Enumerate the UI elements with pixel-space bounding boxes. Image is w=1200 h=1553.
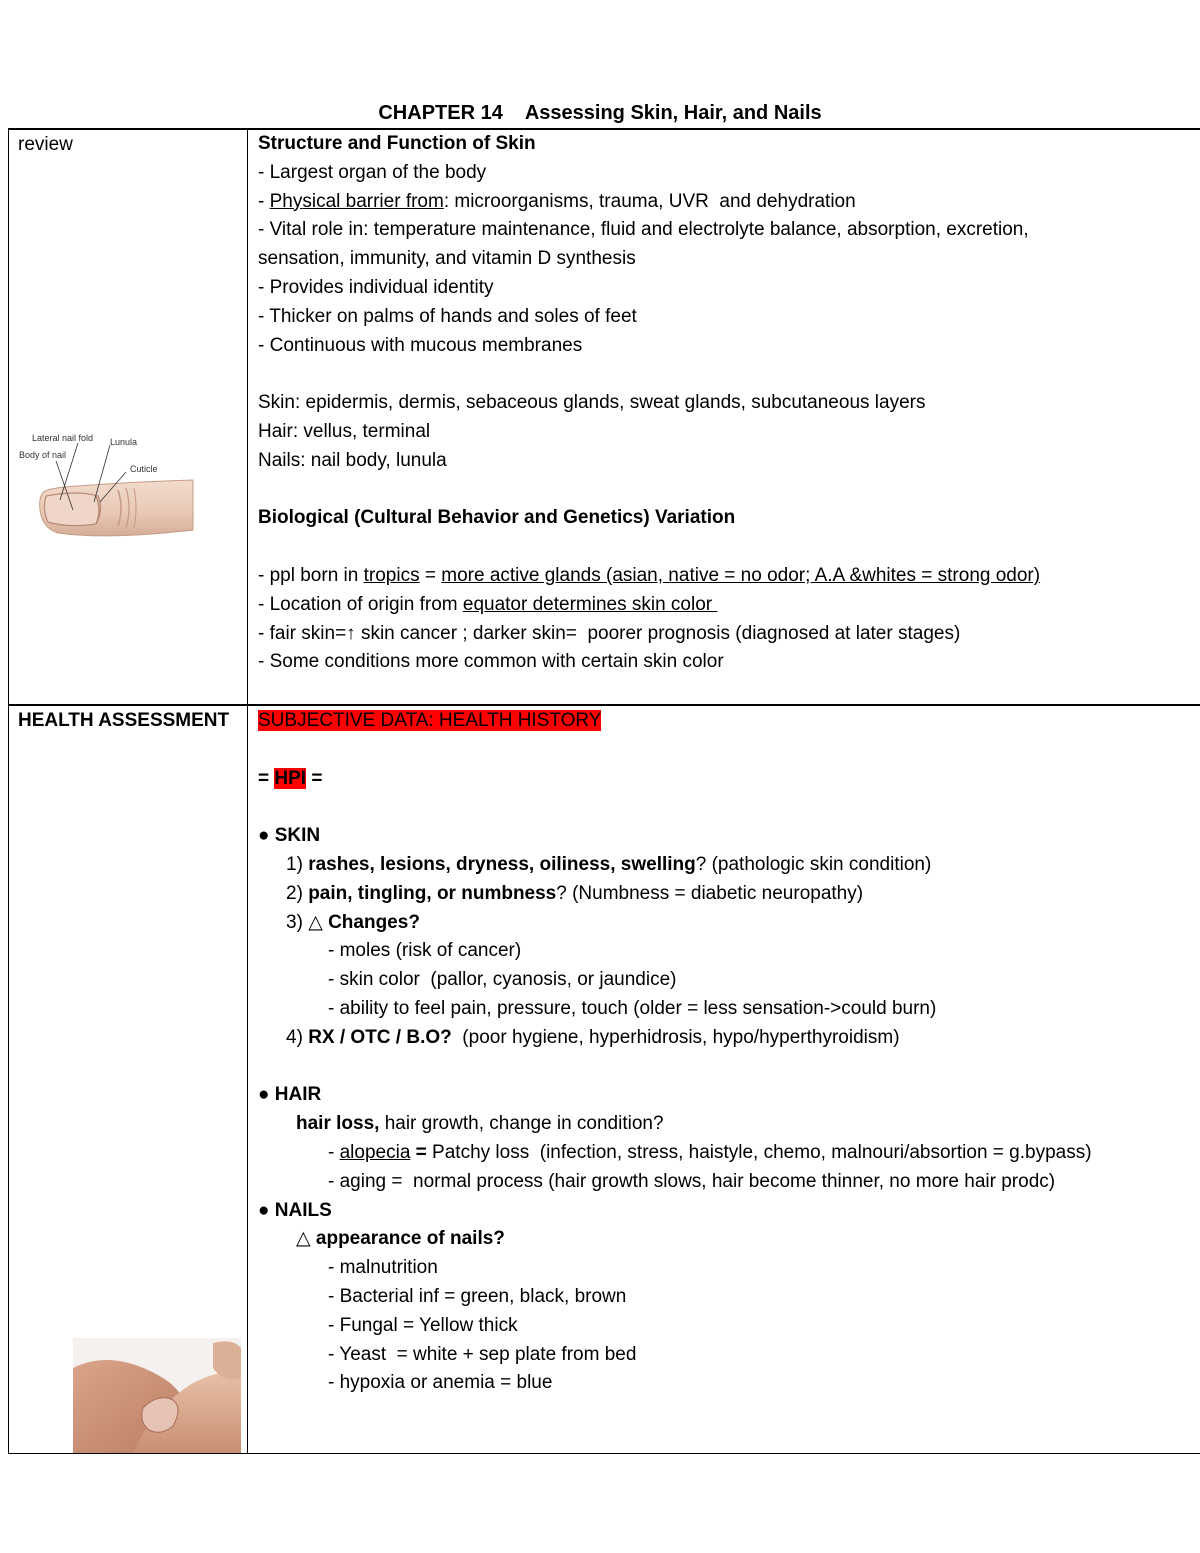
underlined-text: tropics xyxy=(363,564,420,586)
column-divider xyxy=(247,128,248,1454)
label-cuticle: Cuticle xyxy=(130,464,158,474)
text-span: - xyxy=(258,190,270,212)
text-line xyxy=(258,1024,1092,1053)
text-span: - ppl born in xyxy=(258,564,364,586)
fingernail-photo xyxy=(73,1338,241,1453)
bold-text: pain, tingling, or numbness xyxy=(308,882,557,904)
section-heading-variation: Biological (Cultural Behavior and Genetics) Variation xyxy=(258,507,736,529)
text-line xyxy=(258,909,1092,938)
hpi-line xyxy=(258,765,1092,794)
nails-heading: ● NAILS xyxy=(258,1199,332,1221)
text-span: 2) xyxy=(286,882,309,904)
text-line: - ability to feel pain, pressure, touch (older = less sensation->could burn) xyxy=(328,997,937,1019)
text-line xyxy=(258,851,1092,880)
label-lateral-nail-fold: Lateral nail fold xyxy=(32,433,94,443)
page-title xyxy=(0,102,1200,125)
section-heading-structure: Structure and Function of Skin xyxy=(258,133,536,154)
text-line: - fair skin=↑ skin cancer ; darker skin= poorer prognosis (diagnosed at later stages) xyxy=(258,622,961,644)
hpi-highlight: HPI xyxy=(274,767,307,789)
text-line: - Fungal = Yellow thick xyxy=(328,1314,518,1336)
bold-text: △ Changes? xyxy=(308,911,420,933)
text-line: Skin: epidermis, dermis, sebaceous glands, sweat glands, subcutaneous layers xyxy=(258,392,926,414)
health-assessment-content xyxy=(258,707,1092,1398)
text-span: : microorganisms, trauma, UVR and dehydration xyxy=(443,190,856,212)
table-bottom-border xyxy=(8,1453,1200,1454)
text-line: - Thicker on palms of hands and soles of feet xyxy=(258,305,637,327)
text-span: 4) xyxy=(286,1026,309,1048)
text-span: ? (Numbness = diabetic neuropathy) xyxy=(556,882,864,904)
text-line: - aging = normal process (hair growth slows, hair become thinner, no more hair prodc) xyxy=(328,1170,1056,1192)
text-span: = xyxy=(419,564,442,586)
label-lunula: Lunula xyxy=(110,437,138,447)
text-line xyxy=(258,562,1040,591)
highlighted-heading: SUBJECTIVE DATA: HEALTH HISTORY xyxy=(258,710,602,731)
text-line: - Bacterial inf = green, black, brown xyxy=(328,1285,627,1307)
nail-anatomy-figure xyxy=(18,430,198,545)
hair-heading: ● HAIR xyxy=(258,1084,322,1106)
label-body-of-nail: Body of nail xyxy=(19,450,67,460)
text-line: - Provides individual identity xyxy=(258,276,494,298)
text-line xyxy=(258,1110,1092,1139)
bold-text: = xyxy=(410,1141,433,1163)
text-span: (poor hygiene, hyperhidrosis, hypo/hyperthyroidism) xyxy=(451,1026,900,1048)
row-divider xyxy=(8,704,1200,706)
text-span: = xyxy=(258,767,275,789)
text-span: 1) xyxy=(286,853,309,875)
text-line: - Continuous with mucous membranes xyxy=(258,334,583,356)
underlined-text: equator determines skin color xyxy=(462,593,718,615)
text-span: Patchy loss (infection, stress, haistyle, chemo, malnouri/absortion = g.bypass) xyxy=(432,1141,1092,1163)
bold-text: RX / OTC / B.O? xyxy=(308,1026,452,1048)
text-line xyxy=(258,591,1040,620)
chapter-number: CHAPTER 14 xyxy=(378,102,503,124)
bold-text: hair loss, xyxy=(296,1113,380,1135)
text-line: Nails: nail body, lunula xyxy=(258,449,447,471)
text-line: - Largest organ of the body xyxy=(258,161,487,183)
text-span: - xyxy=(328,1141,340,1163)
underlined-text: Physical barrier from xyxy=(269,190,444,212)
review-content xyxy=(258,130,1040,677)
subjective-heading xyxy=(258,707,1092,736)
row-label-health-assessment: HEALTH ASSESSMENT xyxy=(18,710,230,731)
text-line: - moles (risk of cancer) xyxy=(328,940,522,962)
text-span: hair growth, change in condition? xyxy=(379,1113,664,1135)
underlined-text: more active glands (asian, native = no odor; A.A &whites = strong odor) xyxy=(441,564,1041,586)
text-line xyxy=(258,1139,1092,1168)
text-span: = xyxy=(306,767,323,789)
text-line: - hypoxia or anemia = blue xyxy=(328,1372,553,1394)
row-label-review: review xyxy=(18,134,73,155)
text-line: sensation, immunity, and vitamin D synthesis xyxy=(258,248,636,270)
text-line: - skin color (pallor, cyanosis, or jaundice) xyxy=(328,969,677,991)
text-line: - Vital role in: temperature maintenance, fluid and electrolyte balance, absorption, excretion, xyxy=(258,219,1029,241)
text-line xyxy=(258,880,1092,909)
text-line: Hair: vellus, terminal xyxy=(258,420,431,442)
underlined-text: alopecia xyxy=(339,1141,411,1163)
text-span: ? (pathologic skin condition) xyxy=(695,853,932,875)
skin-heading: ● SKIN xyxy=(258,825,321,847)
text-line: △ appearance of nails? xyxy=(296,1228,505,1250)
text-line: - malnutrition xyxy=(328,1257,438,1279)
bold-text: rashes, lesions, dryness, oiliness, swelling xyxy=(308,853,696,875)
text-line xyxy=(258,188,1040,217)
text-line: - Yeast = white + sep plate from bed xyxy=(328,1343,637,1365)
chapter-subject: Assessing Skin, Hair, and Nails xyxy=(524,102,822,124)
text-span: - Location of origin from xyxy=(258,593,463,615)
table-left-border xyxy=(8,128,9,1454)
text-line: - Some conditions more common with certain skin color xyxy=(258,651,724,673)
text-span: 3) xyxy=(286,911,309,933)
